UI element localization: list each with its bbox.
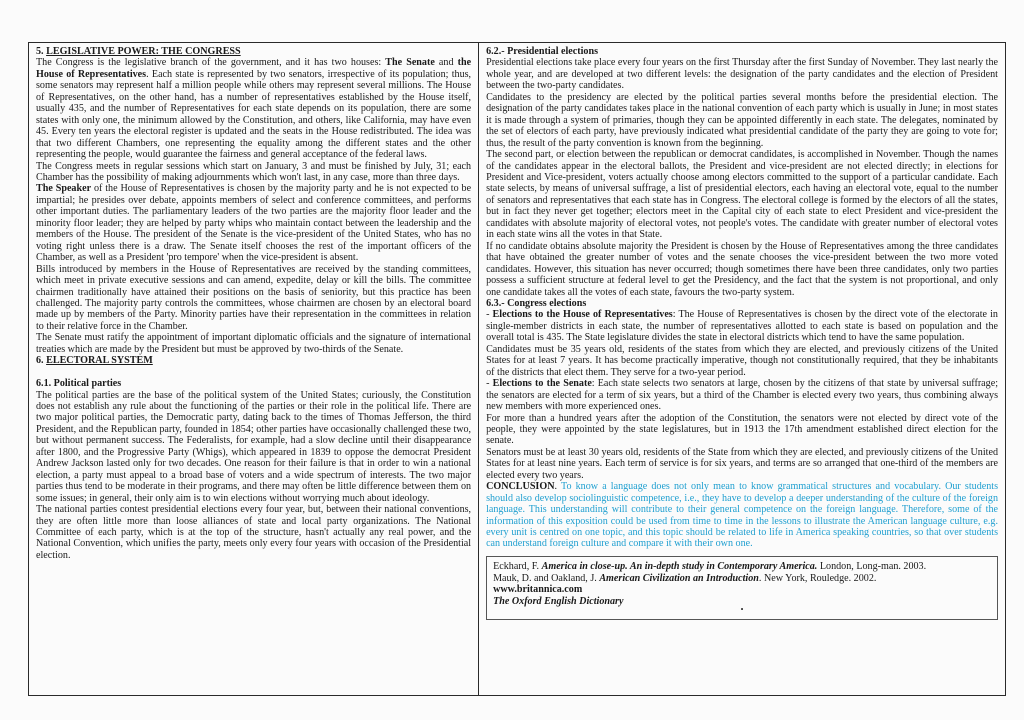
reference-britannica: www.britannica.com [493, 584, 583, 596]
left-column [29, 43, 479, 695]
senate-history-paragraph: For more than a hundred years after the adoption of the Constitution, the senators were not elected by direct vote of the people, they were appointed by the state legislatures, but in 1913 the 17th amendment established direct election for the senate. [486, 412, 998, 447]
house-elections-paragraph [486, 309, 998, 343]
conclusion-label: CONCLUSION [486, 481, 555, 493]
reference-mauk [493, 573, 991, 585]
parties-paragraph-2: The national parties contest presidential elections every four year, but, between their national conventions, they are often little more than loose alliances of state and local party organizations. The National Committee of each party, which is at the top of the structure, hasn't actually any real power, and the National Convention, which unifies the party, meets only every four years with occasion of the Presidential election. [36, 504, 472, 561]
section-6-2-heading: 6.2.- Presidential elections [486, 46, 599, 57]
section-6-title: ELECTORAL SYSTEM [46, 355, 153, 367]
bullet-dot: • [740, 605, 744, 615]
text-run: : Each state selects two senators at large, chosen by the citizens of that state by universal suffrage; the senators are elected for a term of six years, but a third of the Chamber is elected every two years, thus combining always new members with more experienced ones. [486, 378, 998, 413]
text-run: Eckhard, F. [493, 560, 542, 572]
house-elections-term: Elections to the House of Representatives [492, 309, 673, 321]
reference-title: The Oxford English Dictionary [493, 595, 624, 607]
section-5-heading [36, 46, 471, 57]
references-box [486, 556, 998, 620]
parties-paragraph-1: The political parties are the base of the political system of the United States; curiously, the Constitution does not establish any rule about the functioning of the parties or their role in the political life. There are two major political parties, the Democratic party, dating back to the times of Thomas Jefferson, the third President, and the Republican party, founded in 1854; other parties have occasionally challenged these two, but without permanent success. The Federalists, for example, had a slow decline until their disappearance after 1800, and the Progressive Party (Whigs), which appeared in 1839 to oppose the democrat President Andrew Jackson lasted only for two decades. One reason for their failure is that in order to win a national election, a party must appeal to a broad base of voters and a wide spectrum of interests. The two major parties thus tend to be moderate in their programs, and there may often be little difference between them on some issues; in general, their only aim is to win elections without worrying much about ideology. [36, 389, 472, 504]
text-run: : The House of Representatives is chosen by the direct vote of the electorate in single-member districts in each state, the number of representatives allotted to each state is based on population and the overall total is 435. The State legislature divides the state in electoral districts which tend to have the same population. [486, 309, 998, 344]
reference-title: America in close-up. An in-depth study in Contemporary America. [541, 560, 818, 572]
text-run: . Each state is represented by two senators, irrespective of its population; thus, some senators may represent half a million people while others may represent several millions. The House of Representatives, on the other hand, has a number of representatives established by the House itself, usually 435, and the number of Representatives for each state depends on its population, there are some states with only one, the minimum allowed by the Constitution, and others, like California, may have even 45. Every ten years the electoral register is updated and the seats in the House redistributed. The idea was that two different Chambers, one representing the equality among the different states and the other representing the people, would guarantee the fairness and general acceptance of the federal laws. [36, 68, 472, 161]
spacer [36, 367, 471, 378]
section-6-heading [36, 355, 471, 366]
section-6-number: 6. [36, 355, 44, 367]
speaker-term: The Speaker [36, 183, 92, 195]
senate-ratify-paragraph: The Senate must ratify the appointment of important diplomatic officials and the signature of international treaties which are made by the President but must be approved by two-thirds of the Senate. [36, 332, 472, 355]
congress-paragraph-2: The Congress meets in regular sessions which start on January, 3 and must be finished by July, 31; each Chamber has the possibility of making adjournments which won't last, in any case, more than three days. [36, 160, 472, 183]
conclusion-paragraph [486, 481, 998, 550]
section-5-title: LEGISLATIVE POWER: THE CONGRESS [46, 46, 241, 57]
text-run: The Congress is the legislative branch of the government, and it has two houses: [36, 57, 386, 69]
text-run: . [554, 481, 561, 493]
section-6-3-heading: 6.3.- Congress elections [486, 297, 587, 309]
house-candidates-paragraph: Candidates must be 35 years old, residents of the states from which they are elected, and previously citizens of the United States for at least 7 years. It has become practically imperative, though not constitutionally required, that they be inhabitants of the districts that elect them. They serve for a two-year period. [486, 343, 998, 378]
section-6-1-heading: 6.1. Political parties [36, 378, 122, 390]
right-column [479, 43, 1005, 695]
house-term: the House of Representatives [36, 57, 472, 80]
document-page [28, 42, 1006, 696]
speaker-paragraph [36, 183, 471, 263]
section-5-number: 5. [36, 46, 44, 57]
senate-term: The Senate [385, 57, 435, 69]
conclusion-text: To know a language does not only mean to know grammatical structures and vocabulary. Our students should also develop sociolinguistic competence, i.e., they have to develop a deeper understanding of the culture of the foreign language. This understanding will contribute to their general competence on the foreign language. Therefore, some of the information of this exposition could be used from time to time in the lessons to illustrate the American language culture, e.g. every unit is centred on one topic, and this topic should be related to life in America speaking countries, so that over students can understand foreign culture and compare it with their own one. [486, 481, 999, 550]
reference-title: American Civilization an Introduction [599, 572, 759, 584]
senate-elections-paragraph [486, 378, 998, 412]
text-run: London, Long-man. 2003. [817, 560, 927, 572]
bills-paragraph: Bills introduced by members in the House of Representatives are received by the standing committees, which meet in private executive sessions and can amend, expedite, delay or kill the bills. The committee chairmen traditionally have attained their positions on the basis of seniority, but this practice has been challenged. The majority party controls the committees, whose chairmen are chosen by an electoral board made up by members of the Party. Minority parties have their representation in the committees in relation to their relative force in the Chamber. [36, 263, 472, 332]
presidential-paragraph-4: If no candidate obtains absolute majority the President is chosen by the House of Representatives among the three candidates that have obtained the greater number of votes and the senate chooses the vice-president between the two more voted candidates. However, this situation has never occurred; though sometimes there have been three candidates, only two parties possess a sufficient structure at federal level to get the Presidency, and the fact that the system is not proportional, and only one candidate takes all the votes of each state, favours the two-party system. [486, 240, 998, 298]
senate-elections-term: Elections to the Senate [492, 378, 592, 390]
bullet-dash: - [486, 309, 493, 321]
presidential-paragraph-2: Candidates to the presidency are elected by the political parties several months before the presidential election. The designation of the party candidates takes place in the national convention of each party which is usually in June; in most states it is made through a system of primaries, though they can be appointed differently in each state. The delegates, nominated by the set of electors of each party, have previously indicated what presidential candidate of the party they are going to vote for; thus, the result of the party convention is known from the beginning. [486, 91, 998, 149]
text-run: of the House of Representatives is chosen by the majority party and he is not expected to be impartial; he presides over debate, appoints members of select and conference committees, and performs other important duties. The parliamentary leaders of the two parties are the majority floor leader and the minority floor leader; they are helped by party whips who maintain contact between the leadership and the members of the House. The president of the Senate is the vice-president of the United States, who has no voting right unless there is a draw. The Senate itself chooses the rest of the important officers of the Chamber, as well as a President 'pro tempore' when the vice-president is absent. [36, 183, 472, 264]
text-run: and [434, 57, 458, 69]
congress-paragraph-1 [36, 57, 471, 160]
text-run: . New York, Rouledge. 2002. [758, 572, 877, 584]
bullet-dash: - [486, 378, 493, 390]
presidential-paragraph-1: Presidential elections take place every four years on the first Thursday after the first Sunday of November. They last nearly the whole year, and are developed at two different levels: the designation of the party candidates and the election of President between the two-party candidates. [486, 57, 998, 92]
presidential-paragraph-3: The second part, or election between the republican or democrat candidates, is accomplished in November. Though the names of the candidates appear in the electoral ballots, the President and vice-president are not elected directly; in elections for President and Vice-president, voters actually choose among electors committed to the support of a particular candidate. Each state selects, by means of universal suffrage, a list of presidential electors, each having an electoral vote, equal to the number of senators and representatives that each state has in Congress. The electoral college is formed by the electors of all the states, but in fact they never get together; electors meet in the Capital city of each state to elect President and vice-president the candidates with absolute majority of electoral votes, not people's votes. The candidate with greater number of electoral votes in each state wins all the votes in that State. [486, 149, 998, 241]
senate-candidates-paragraph: Senators must be at least 30 years old, residents of the State from which they are elected, and previously citizens of the United States for at least nine years. Each term of service is for six years, and terms are so arranged that one-third of the members are elected every two years. [486, 446, 998, 481]
text-run: Mauk, D. and Oakland, J. [493, 572, 600, 584]
reference-eckhard [493, 561, 991, 573]
